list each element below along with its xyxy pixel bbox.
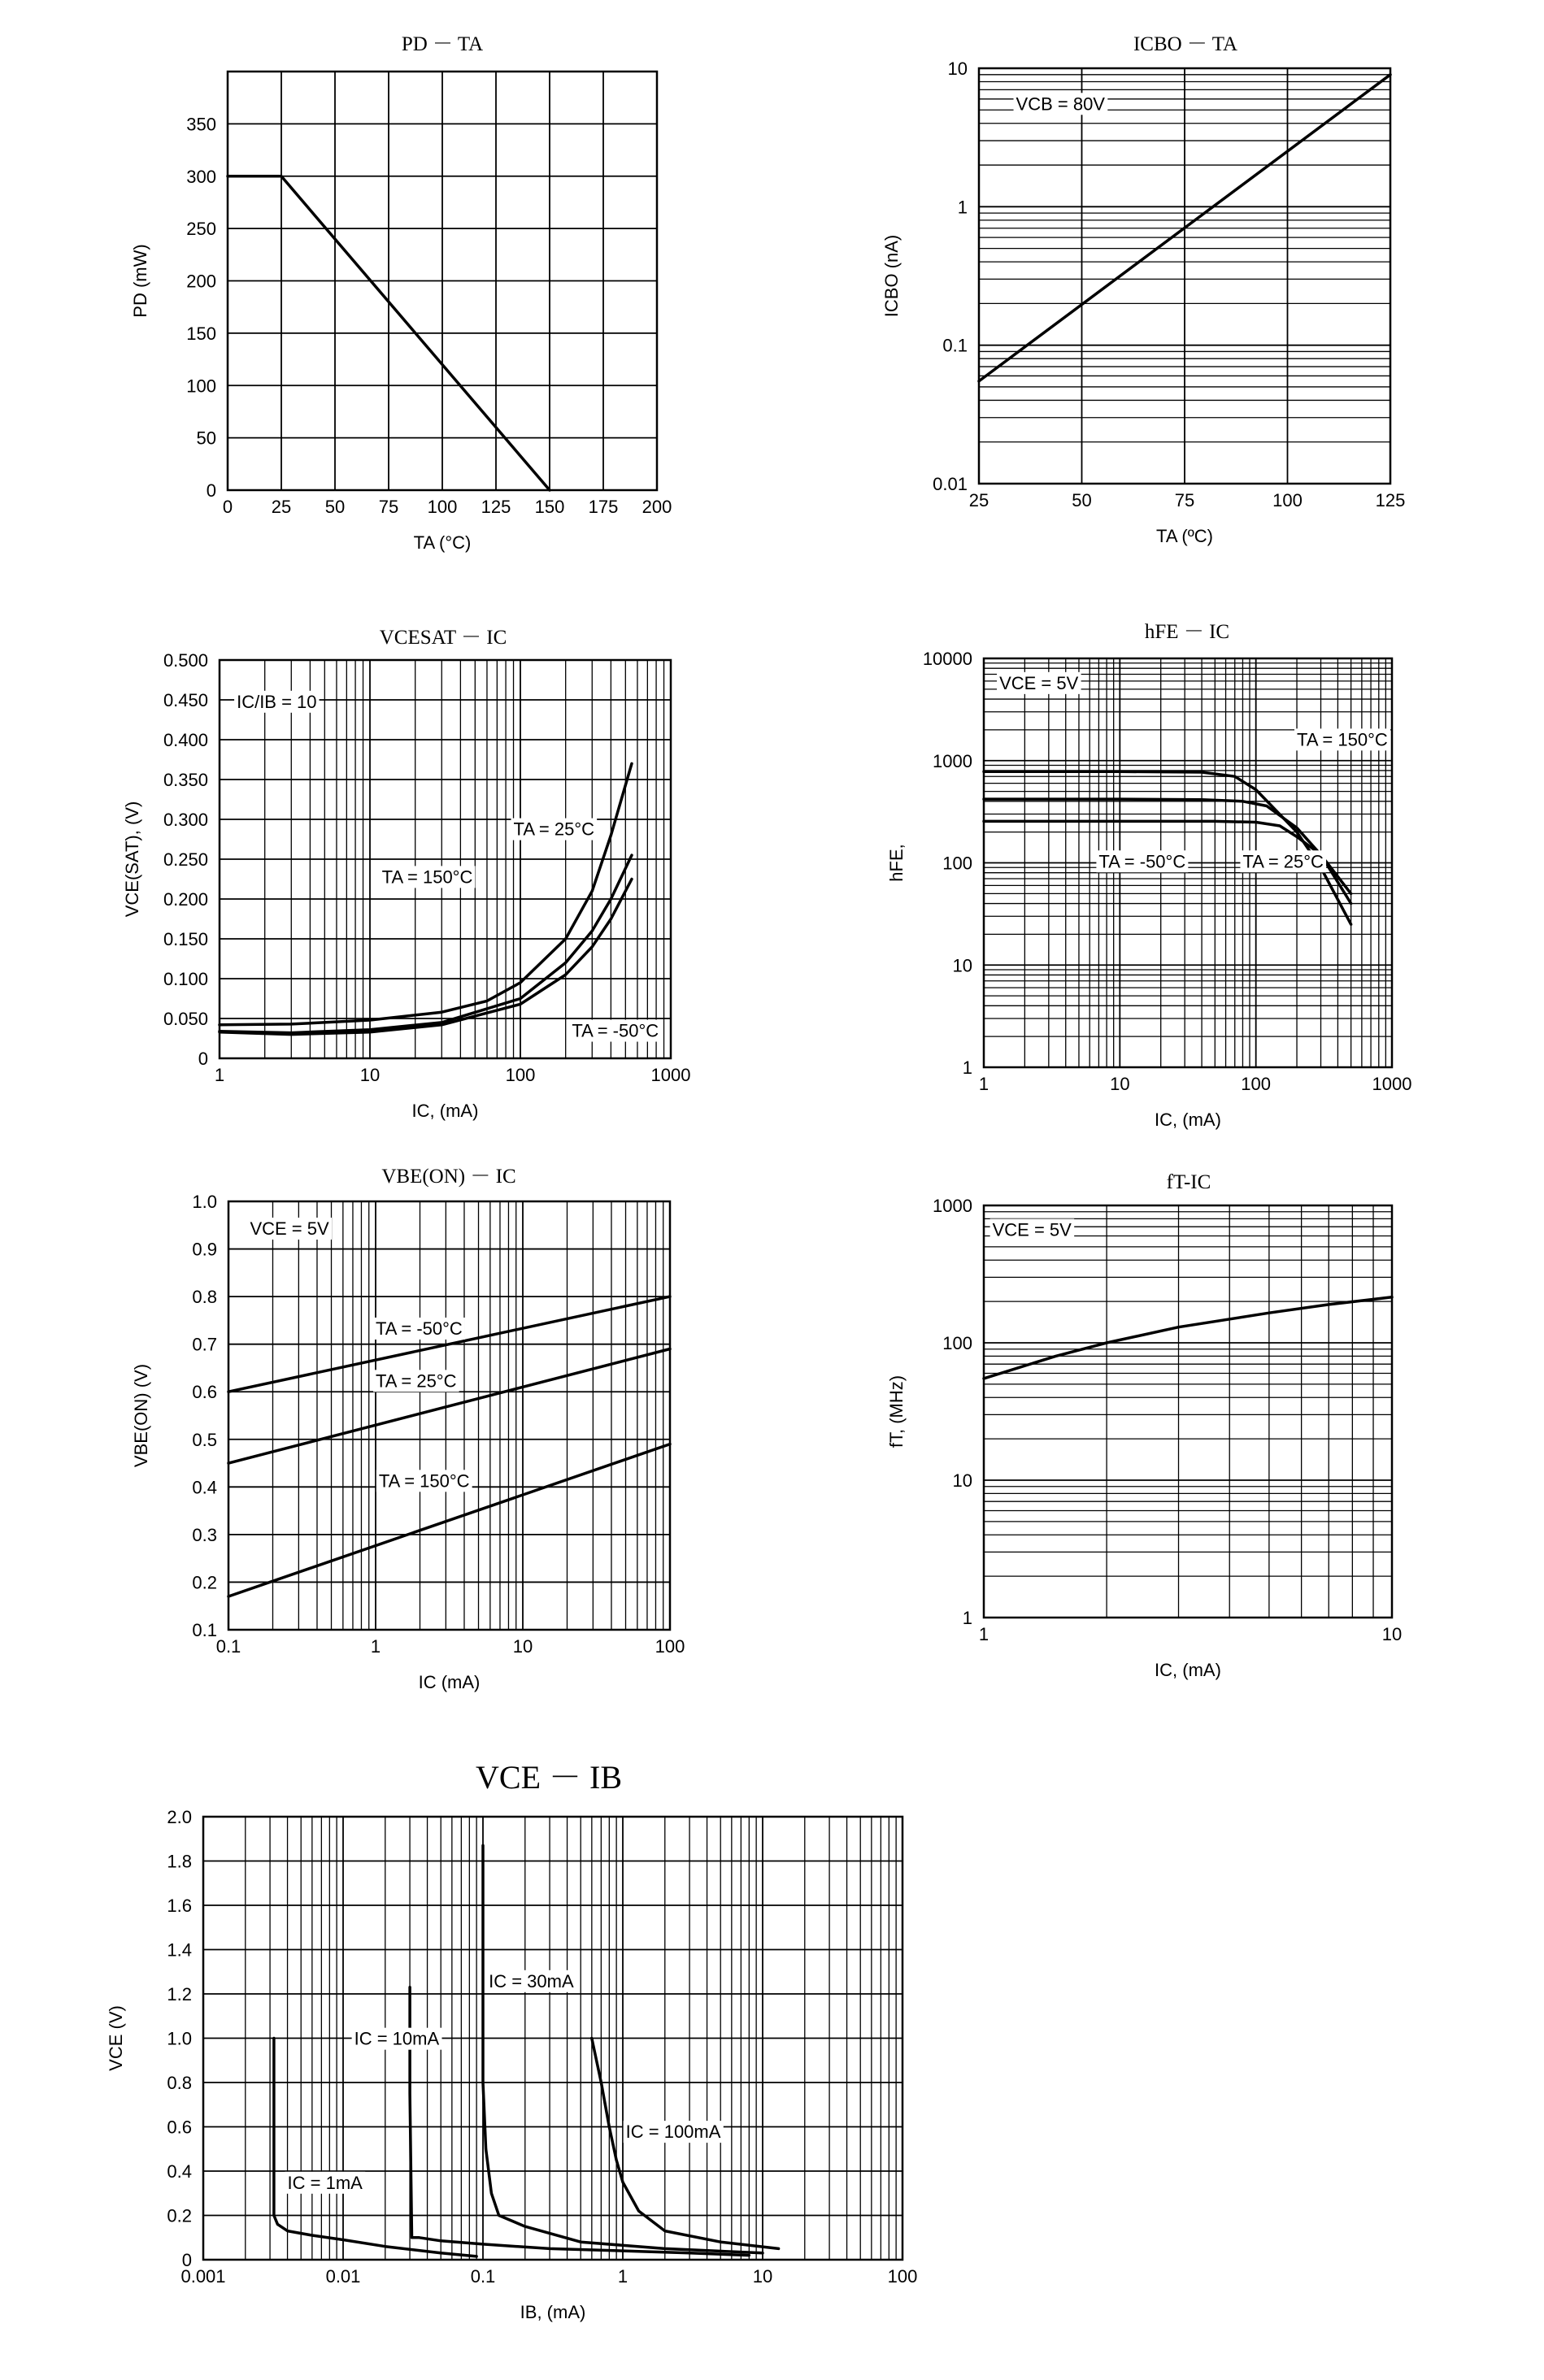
y-tick-label: 10 bbox=[947, 59, 968, 79]
y-tick-label: 0.250 bbox=[163, 849, 208, 870]
chart-title: ICBO － TA bbox=[1133, 33, 1238, 55]
chart-pd bbox=[130, 33, 672, 553]
y-tick-label: 1000 bbox=[933, 750, 972, 771]
x-tick-label: 200 bbox=[642, 497, 672, 517]
x-tick-label: 10 bbox=[1381, 1624, 1403, 1644]
curve-annotation: IC = 100mA bbox=[625, 2122, 721, 2143]
series-vce-5v-line bbox=[984, 1297, 1392, 1379]
x-tick-label: 0.001 bbox=[180, 2266, 226, 2287]
y-tick-label: 0.3 bbox=[192, 1524, 217, 1545]
curve-annotation: TA = 25°C bbox=[1242, 851, 1324, 872]
curve-annotation: IC/IB = 10 bbox=[237, 691, 317, 712]
chart-title: PD － TA bbox=[401, 33, 484, 55]
y-tick-label: 0.01 bbox=[933, 474, 968, 494]
x-tick-label: 100 bbox=[1241, 1074, 1272, 1094]
x-tick-label: 100 bbox=[1272, 490, 1303, 510]
curve-annotation: IC = 10mA bbox=[354, 2028, 440, 2049]
chart-vbe bbox=[131, 1166, 685, 1692]
x-tick-label: 75 bbox=[378, 497, 399, 517]
y-axis-label: VCE(SAT), (V) bbox=[122, 801, 142, 918]
chart-vcesat bbox=[122, 627, 690, 1121]
y-axis-label: PD (mW) bbox=[130, 244, 150, 318]
series-ta-25-c-line bbox=[228, 1349, 670, 1464]
y-axis-label: VBE(ON) (V) bbox=[131, 1363, 151, 1468]
x-tick-label: 10 bbox=[512, 1636, 533, 1657]
x-tick-label: 0.1 bbox=[215, 1636, 241, 1657]
x-axis-label: IC, (mA) bbox=[411, 1101, 479, 1121]
curve-annotation: IC = 30mA bbox=[489, 1970, 574, 1991]
x-tick-label: 10 bbox=[752, 2266, 773, 2287]
x-tick-label: 75 bbox=[1174, 490, 1195, 510]
x-axis-label: TA (°C) bbox=[413, 532, 472, 553]
x-tick-label: 1000 bbox=[1372, 1074, 1412, 1094]
x-tick-label: 175 bbox=[588, 497, 619, 517]
curve-annotation: TA = -50°C bbox=[376, 1318, 463, 1339]
y-axis-label: VCE (V) bbox=[106, 2005, 126, 2071]
x-tick-label: 100 bbox=[427, 497, 458, 517]
grid bbox=[228, 1201, 670, 1630]
y-tick-label: 0 bbox=[206, 480, 216, 501]
y-tick-label: 10 bbox=[952, 1470, 972, 1491]
plot-frame bbox=[228, 1201, 670, 1630]
y-tick-label: 100 bbox=[186, 376, 216, 397]
y-tick-label: 2.0 bbox=[167, 1807, 192, 1827]
x-tick-label: 1 bbox=[978, 1624, 989, 1644]
y-tick-label: 1.8 bbox=[167, 1851, 192, 1872]
y-tick-label: 0.450 bbox=[163, 690, 208, 710]
chart-vceib bbox=[106, 1759, 917, 2322]
y-tick-label: 1 bbox=[962, 1058, 972, 1078]
y-axis-label: fT, (MHz) bbox=[886, 1375, 907, 1448]
y-tick-label: 1.0 bbox=[192, 1192, 217, 1212]
y-tick-label: 0.400 bbox=[163, 730, 208, 750]
y-tick-label: 1000 bbox=[933, 1196, 972, 1216]
y-tick-label: 0.150 bbox=[163, 929, 208, 949]
curve-annotation: TA = 25°C bbox=[376, 1370, 457, 1392]
x-tick-label: 100 bbox=[655, 1636, 685, 1657]
chart-hfe bbox=[886, 621, 1411, 1130]
chart-ft bbox=[886, 1171, 1402, 1680]
x-tick-label: 0.01 bbox=[325, 2266, 361, 2287]
y-tick-label: 0.1 bbox=[942, 335, 968, 356]
curve-annotation: TA = 150°C bbox=[1297, 729, 1388, 750]
y-axis-label: hFE, bbox=[886, 844, 907, 882]
y-tick-label: 1.4 bbox=[167, 1939, 192, 1961]
y-tick-label: 0.6 bbox=[167, 2117, 192, 2138]
chart-title: hFE － IC bbox=[1144, 621, 1230, 643]
x-tick-label: 50 bbox=[1072, 490, 1092, 510]
x-axis-label: IC, (mA) bbox=[1155, 1660, 1221, 1680]
y-tick-label: 0 bbox=[181, 2250, 192, 2270]
x-axis-label: TA (ºC) bbox=[1156, 526, 1213, 546]
y-tick-label: 350 bbox=[186, 114, 216, 135]
x-tick-label: 10 bbox=[1110, 1074, 1130, 1094]
y-tick-label: 0.6 bbox=[192, 1382, 217, 1403]
y-tick-label: 100 bbox=[942, 853, 972, 874]
x-tick-label: 25 bbox=[271, 497, 292, 517]
y-tick-label: 0.300 bbox=[163, 810, 208, 830]
y-tick-label: 0 bbox=[198, 1049, 208, 1069]
y-tick-label: 0.2 bbox=[192, 1572, 217, 1593]
x-tick-label: 100 bbox=[505, 1065, 536, 1085]
y-tick-label: 0.7 bbox=[192, 1334, 217, 1355]
y-tick-label: 1.6 bbox=[167, 1896, 192, 1916]
x-tick-label: 0.1 bbox=[470, 2266, 496, 2287]
y-tick-label: 1 bbox=[957, 197, 968, 218]
y-tick-label: 0.8 bbox=[167, 2073, 192, 2093]
y-tick-label: 0.050 bbox=[163, 1009, 208, 1029]
y-axis-label: ICBO (nA) bbox=[881, 234, 902, 318]
y-tick-label: 0.200 bbox=[163, 889, 208, 910]
y-tick-label: 1.2 bbox=[167, 1984, 192, 2004]
curve-annotation: TA = 25°C bbox=[513, 819, 595, 840]
x-axis-label: IC (mA) bbox=[418, 1672, 481, 1692]
y-tick-label: 1.0 bbox=[167, 2028, 192, 2049]
y-tick-label: 200 bbox=[186, 271, 216, 292]
curve-annotation: VCB = 80V bbox=[1016, 93, 1105, 115]
x-tick-label: 1 bbox=[214, 1065, 225, 1085]
curve-annotation: TA = -50°C bbox=[572, 1020, 659, 1041]
x-tick-label: 25 bbox=[968, 490, 989, 510]
x-tick-label: 100 bbox=[887, 2266, 918, 2287]
chart-title: VCE － IB bbox=[476, 1759, 622, 1796]
series-ic-100ma-line bbox=[592, 2039, 779, 2249]
x-tick-label: 10 bbox=[359, 1065, 381, 1085]
y-tick-label: 0.2 bbox=[167, 2205, 192, 2226]
series-ic-1ma-line bbox=[274, 2039, 476, 2256]
y-tick-label: 1 bbox=[962, 1608, 972, 1628]
x-tick-label: 1 bbox=[978, 1074, 989, 1094]
x-tick-label: 50 bbox=[324, 497, 346, 517]
y-tick-label: 0.100 bbox=[163, 969, 208, 989]
chart-title: VBE(ON) － IC bbox=[381, 1166, 516, 1188]
y-tick-label: 10 bbox=[952, 955, 972, 976]
curve-annotation: VCE = 5V bbox=[992, 1219, 1072, 1240]
y-tick-label: 0.350 bbox=[163, 770, 208, 790]
y-tick-label: 0.4 bbox=[192, 1477, 217, 1498]
y-tick-label: 300 bbox=[186, 166, 216, 187]
x-axis-label: IC, (mA) bbox=[1155, 1110, 1221, 1130]
plot-frame bbox=[984, 1205, 1392, 1618]
grid bbox=[979, 68, 1390, 484]
x-tick-label: 125 bbox=[481, 497, 511, 517]
x-tick-label: 1 bbox=[617, 2266, 628, 2287]
grid bbox=[228, 72, 657, 490]
y-tick-label: 250 bbox=[186, 219, 216, 240]
x-tick-label: 1 bbox=[370, 1636, 381, 1657]
grid bbox=[984, 1205, 1392, 1618]
curve-annotation: VCE = 5V bbox=[999, 672, 1079, 693]
x-tick-label: 150 bbox=[534, 497, 565, 517]
series-ta-150-c-line bbox=[984, 771, 1351, 924]
y-tick-label: 0.500 bbox=[163, 650, 208, 671]
x-tick-label: 125 bbox=[1375, 490, 1406, 510]
curve-annotation: TA = 150°C bbox=[378, 1470, 470, 1492]
y-tick-label: 100 bbox=[942, 1333, 972, 1353]
series-ta-150-c-line bbox=[228, 1444, 670, 1596]
y-tick-label: 0.4 bbox=[167, 2161, 192, 2182]
y-tick-label: 0.5 bbox=[192, 1429, 217, 1450]
y-tick-label: 50 bbox=[196, 428, 216, 449]
curve-annotation: TA = 150°C bbox=[381, 866, 473, 888]
chart-title: fT-IC bbox=[1166, 1171, 1211, 1193]
x-axis-label: IB, (mA) bbox=[520, 2302, 586, 2322]
y-tick-label: 150 bbox=[186, 323, 216, 344]
chart-icbo bbox=[881, 33, 1405, 546]
curve-annotation: VCE = 5V bbox=[250, 1218, 329, 1239]
curve-annotation: TA = -50°C bbox=[1098, 851, 1186, 872]
y-tick-label: 0.8 bbox=[192, 1287, 217, 1308]
chart-title: VCESAT － IC bbox=[379, 627, 507, 649]
y-tick-label: 10000 bbox=[922, 649, 972, 669]
y-tick-label: 0.1 bbox=[192, 1620, 217, 1640]
series-ta-150-c-line bbox=[220, 763, 632, 1024]
curve-annotation: IC = 1mA bbox=[287, 2172, 363, 2193]
x-tick-label: 1000 bbox=[650, 1065, 691, 1085]
x-tick-label: 0 bbox=[222, 497, 233, 517]
y-tick-label: 0.9 bbox=[192, 1239, 217, 1260]
series-ta-25-c-line bbox=[984, 799, 1351, 893]
